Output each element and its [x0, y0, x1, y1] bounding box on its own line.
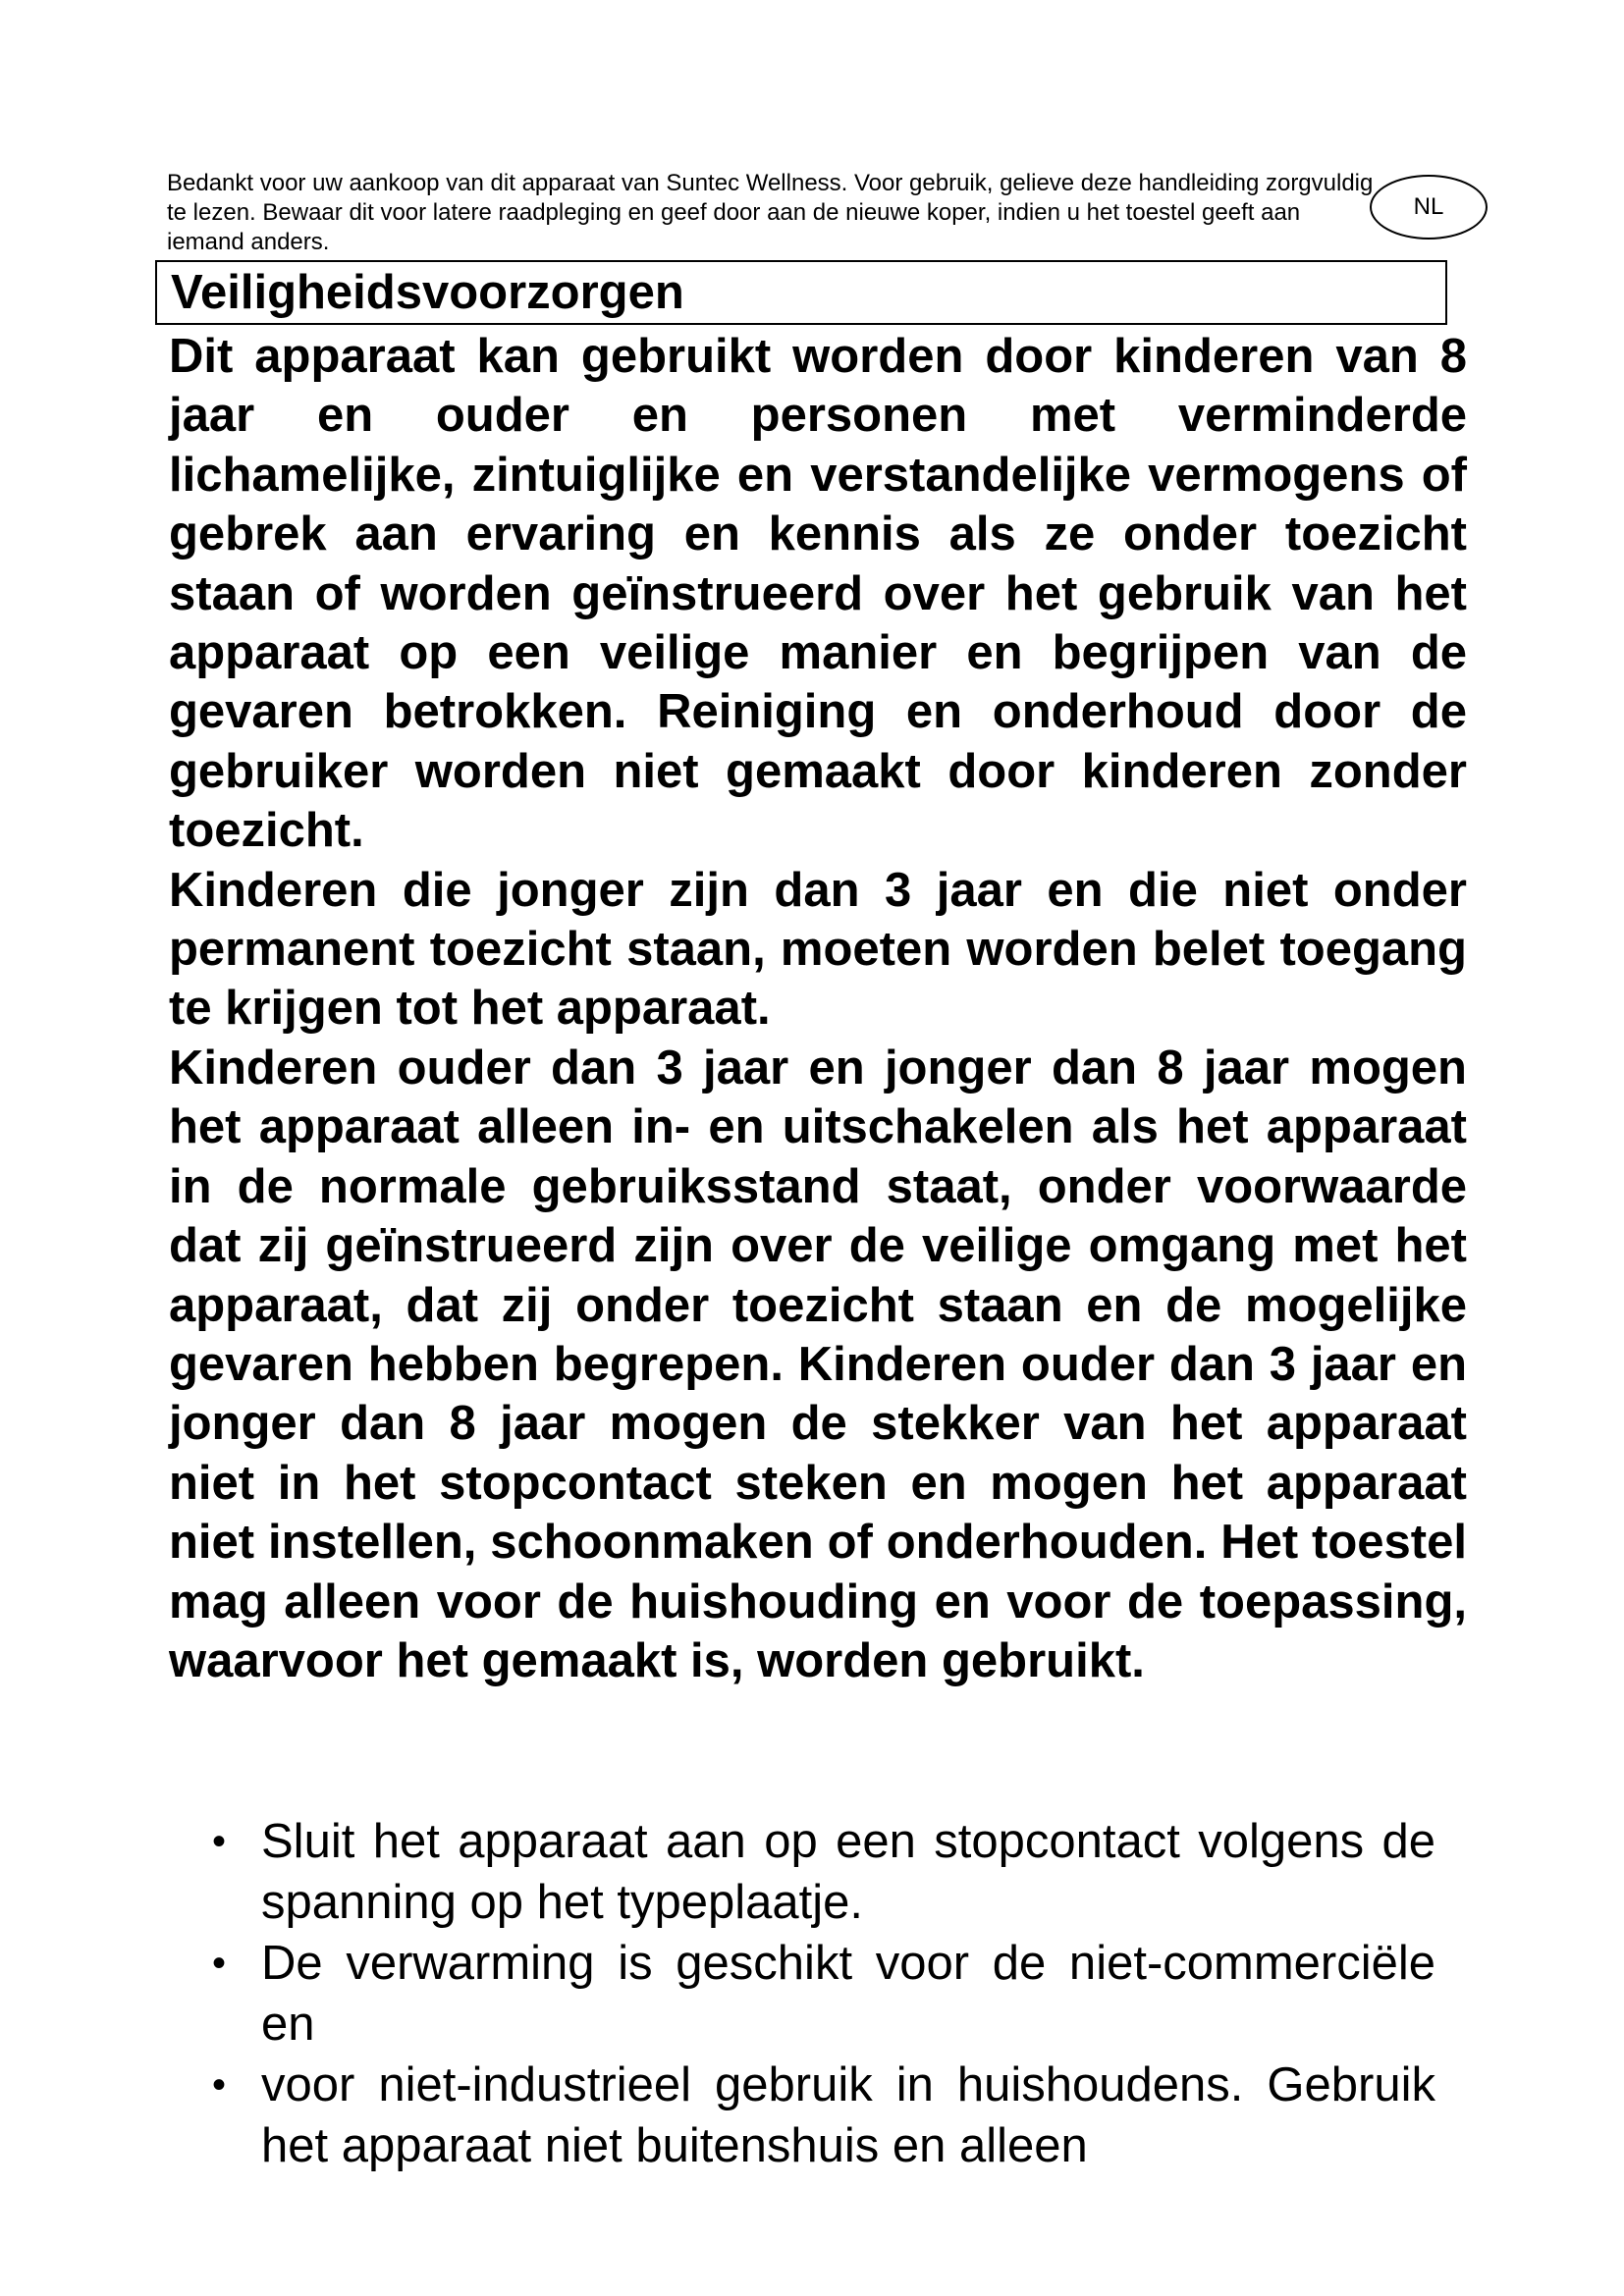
paragraph-children-use: Dit apparaat kan gebruikt worden door kinderen van 8 jaar en ouder en personen met verminderde lichamelijke, zintuiglijke en verstandelijke vermogens of gebrek aan ervaring en kennis als ze onder toezicht staan of worden geïnstrueerd over het gebruik van het apparaat op een veilige manier en begrijpen van de gevaren betrokken. Reiniging en onderhoud door de gebruiker worden niet gemaakt door kinderen zonder toezicht. [169, 330, 1467, 858]
list-item [208, 2055, 1435, 2176]
paragraph-under-three: Kinderen die jonger zijn dan 3 jaar en die niet onder permanent toezicht staan, moeten worden belet toegang te krijgen tot het apparaat. [169, 863, 1467, 1036]
bullet-text: De verwarming is geschikt voor de niet-commerciële en [261, 1937, 1435, 2051]
section-title: Veiligheidsvoorzorgen [171, 266, 684, 319]
intro-text: Bedankt voor uw aankoop van dit apparaat van Suntec Wellness. Voor gebruik, gelieve deze handleiding zorgvuldig te lezen. Bewaar dit voor latere raadpleging en geef door aan de nieuwe koper, indien u het toestel geeft aan iemand anders. [167, 170, 1374, 255]
bullet-icon: • [212, 2063, 227, 2107]
bullet-text: voor niet-industrieel gebruik in huishoudens. Gebruik het apparaat niet buitenshuis en alleen [261, 2058, 1435, 2172]
bullet-text: Sluit het apparaat aan op een stopcontact volgens de spanning op het typeplaatje. [261, 1815, 1435, 1929]
list-item [208, 1811, 1435, 1933]
paragraph-three-to-eight: Kinderen ouder dan 3 jaar en jonger dan 8 jaar mogen het apparaat alleen in- en uitschakelen als het apparaat in de normale gebruiksstand staat, onder voorwaarde dat zij geïnstrueerd zijn over de veilige omgang met het apparaat, dat zij onder toezicht staan en de mogelijke gevaren hebben begrepen. Kinderen ouder dan 3 jaar en jonger dan 8 jaar mogen de stekker van het apparaat niet in het stopcontact steken en mogen het apparaat niet instellen, schoonmaken of onderhouden. Het toestel mag alleen voor de huishouding en voor de toepassing, waarvoor het gemaakt is, worden gebruikt. [169, 1041, 1467, 1687]
safety-body-text [169, 327, 1467, 1690]
bullet-icon: • [212, 1820, 227, 1863]
safety-bullet-list [208, 1811, 1435, 2176]
language-badge: NL [1370, 175, 1488, 240]
section-heading-box [155, 260, 1447, 325]
bullet-icon: • [212, 1942, 227, 1985]
list-item [208, 1933, 1435, 2055]
